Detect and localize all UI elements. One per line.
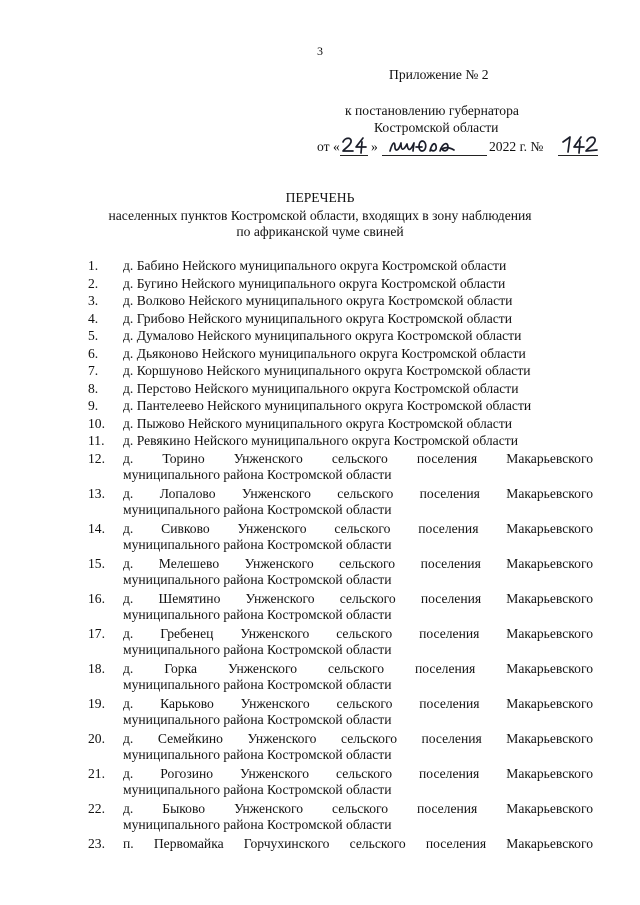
item-number: 7. bbox=[88, 363, 99, 378]
item-text-cont: муниципального района Костромской области bbox=[123, 467, 392, 482]
item-number: 19. bbox=[88, 696, 105, 711]
item-text-cont: муниципального района Костромской области bbox=[123, 642, 392, 657]
item-number: 15. bbox=[88, 556, 105, 571]
item-text-cont: муниципального района Костромской области bbox=[123, 712, 392, 727]
item-number: 8. bbox=[88, 380, 99, 396]
day-underline bbox=[340, 155, 368, 156]
item-text: п. Первомайка Горчухинского сельского поселения Макарьевского bbox=[123, 836, 593, 851]
item-number: 21. bbox=[88, 766, 105, 781]
item-number: 5. bbox=[88, 328, 99, 343]
item-text-cont: муниципального района Костромской области bbox=[123, 782, 392, 797]
item-number: 17. bbox=[88, 626, 105, 641]
title-subtitle-cont: по африканской чуме свиней bbox=[236, 224, 404, 239]
item-number: 10. bbox=[88, 415, 105, 431]
month-underline bbox=[382, 155, 487, 156]
item-number: 22. bbox=[88, 801, 105, 816]
date-quote-close: » bbox=[371, 139, 378, 154]
item-text: д. Бугино Нейского муниципального округа Костромской области bbox=[123, 275, 506, 291]
item-text: д. Горка Унженского сельского поселения Макарьевского bbox=[123, 661, 593, 676]
page-number: 3 bbox=[317, 44, 323, 58]
item-number: 12. bbox=[88, 451, 105, 466]
item-text: д. Рогозино Унженского сельского поселения Макарьевского bbox=[123, 766, 593, 781]
item-text: д. Сивково Унженского сельского поселения Макарьевского bbox=[123, 521, 593, 536]
item-text: д. Грибово Нейского муниципального округа Костромской области bbox=[123, 310, 513, 326]
item-number: 16. bbox=[88, 591, 105, 606]
item-text: д. Лопалово Унженского сельского поселения Макарьевского bbox=[123, 486, 593, 501]
item-text-cont: муниципального района Костромской области bbox=[123, 607, 392, 622]
item-text: д. Шемятино Унженского сельского поселения Макарьевского bbox=[123, 591, 593, 606]
item-number: 23. bbox=[88, 836, 105, 851]
item-text: д. Пыжово Нейского муниципального округа Костромской области bbox=[123, 415, 513, 431]
item-text-cont: муниципального района Костромской области bbox=[123, 537, 392, 552]
item-text: д. Думалово Нейского муниципального округа Костромской области bbox=[123, 328, 522, 343]
item-number: 13. bbox=[88, 486, 105, 501]
item-number: 6. bbox=[88, 345, 99, 361]
region-name: Костромской области bbox=[374, 120, 499, 135]
item-text: д. Волково Нейского муниципального округа Костромской области bbox=[123, 293, 513, 308]
item-text: д. Ревякино Нейского муниципального округа Костромской области bbox=[123, 433, 518, 448]
item-text: д. Пантелеево Нейского муниципального округа Костромской области bbox=[123, 398, 532, 413]
title-heading: ПЕРЕЧЕНЬ bbox=[285, 190, 355, 205]
item-text: д. Коршуново Нейского муниципального округа Костромской области bbox=[123, 363, 531, 378]
item-text-cont: муниципального района Костромской области bbox=[123, 747, 392, 762]
item-text: д. Гребенец Унженского сельского поселения Макарьевского bbox=[123, 626, 593, 641]
handwritten-day bbox=[341, 136, 369, 154]
item-text: д. Перстово Нейского муниципального округа Костромской области bbox=[123, 380, 519, 396]
item-number: 1. bbox=[88, 258, 99, 273]
item-text: д. Бабино Нейского муниципального округа Костромской области bbox=[123, 258, 507, 273]
item-number: 9. bbox=[88, 398, 99, 413]
appendix-label: Приложение № 2 bbox=[389, 67, 489, 82]
item-text-cont: муниципального района Костромской области bbox=[123, 817, 392, 832]
item-text: д. Быково Унженского сельского поселения Макарьевского bbox=[123, 801, 593, 816]
item-text-cont: муниципального района Костромской области bbox=[123, 502, 392, 517]
item-number: 4. bbox=[88, 310, 99, 326]
title-subtitle: населенных пунктов Костромской области, входящих в зону наблюдения bbox=[108, 208, 532, 223]
date-year: 2022 г. № bbox=[489, 139, 544, 154]
item-text: д. Семейкино Унженского сельского поселения Макарьевского bbox=[123, 731, 593, 746]
decree-reference: к постановлению губернатора bbox=[345, 103, 519, 118]
item-number: 20. bbox=[88, 731, 105, 746]
item-text-cont: муниципального района Костромской области bbox=[123, 572, 392, 587]
date-prefix: от « bbox=[317, 139, 340, 154]
item-text-cont: муниципального района Костромской области bbox=[123, 677, 392, 692]
item-text: д. Торино Унженского сельского поселения Макарьевского bbox=[123, 451, 593, 466]
item-number: 18. bbox=[88, 661, 105, 676]
document-title bbox=[0, 190, 640, 240]
item-number: 11. bbox=[88, 433, 105, 448]
item-text: д. Мелешево Унженского сельского поселения Макарьевского bbox=[123, 556, 593, 571]
item-number: 14. bbox=[88, 521, 105, 536]
handwritten-month bbox=[388, 138, 456, 154]
item-number: 2. bbox=[88, 275, 99, 291]
handwritten-number bbox=[561, 134, 599, 154]
number-underline bbox=[558, 155, 598, 156]
item-text: д. Дьяконово Нейского муниципального округа Костромской области bbox=[123, 345, 526, 361]
item-text: д. Карьково Унженского сельского поселения Макарьевского bbox=[123, 696, 593, 711]
item-number: 3. bbox=[88, 293, 99, 308]
